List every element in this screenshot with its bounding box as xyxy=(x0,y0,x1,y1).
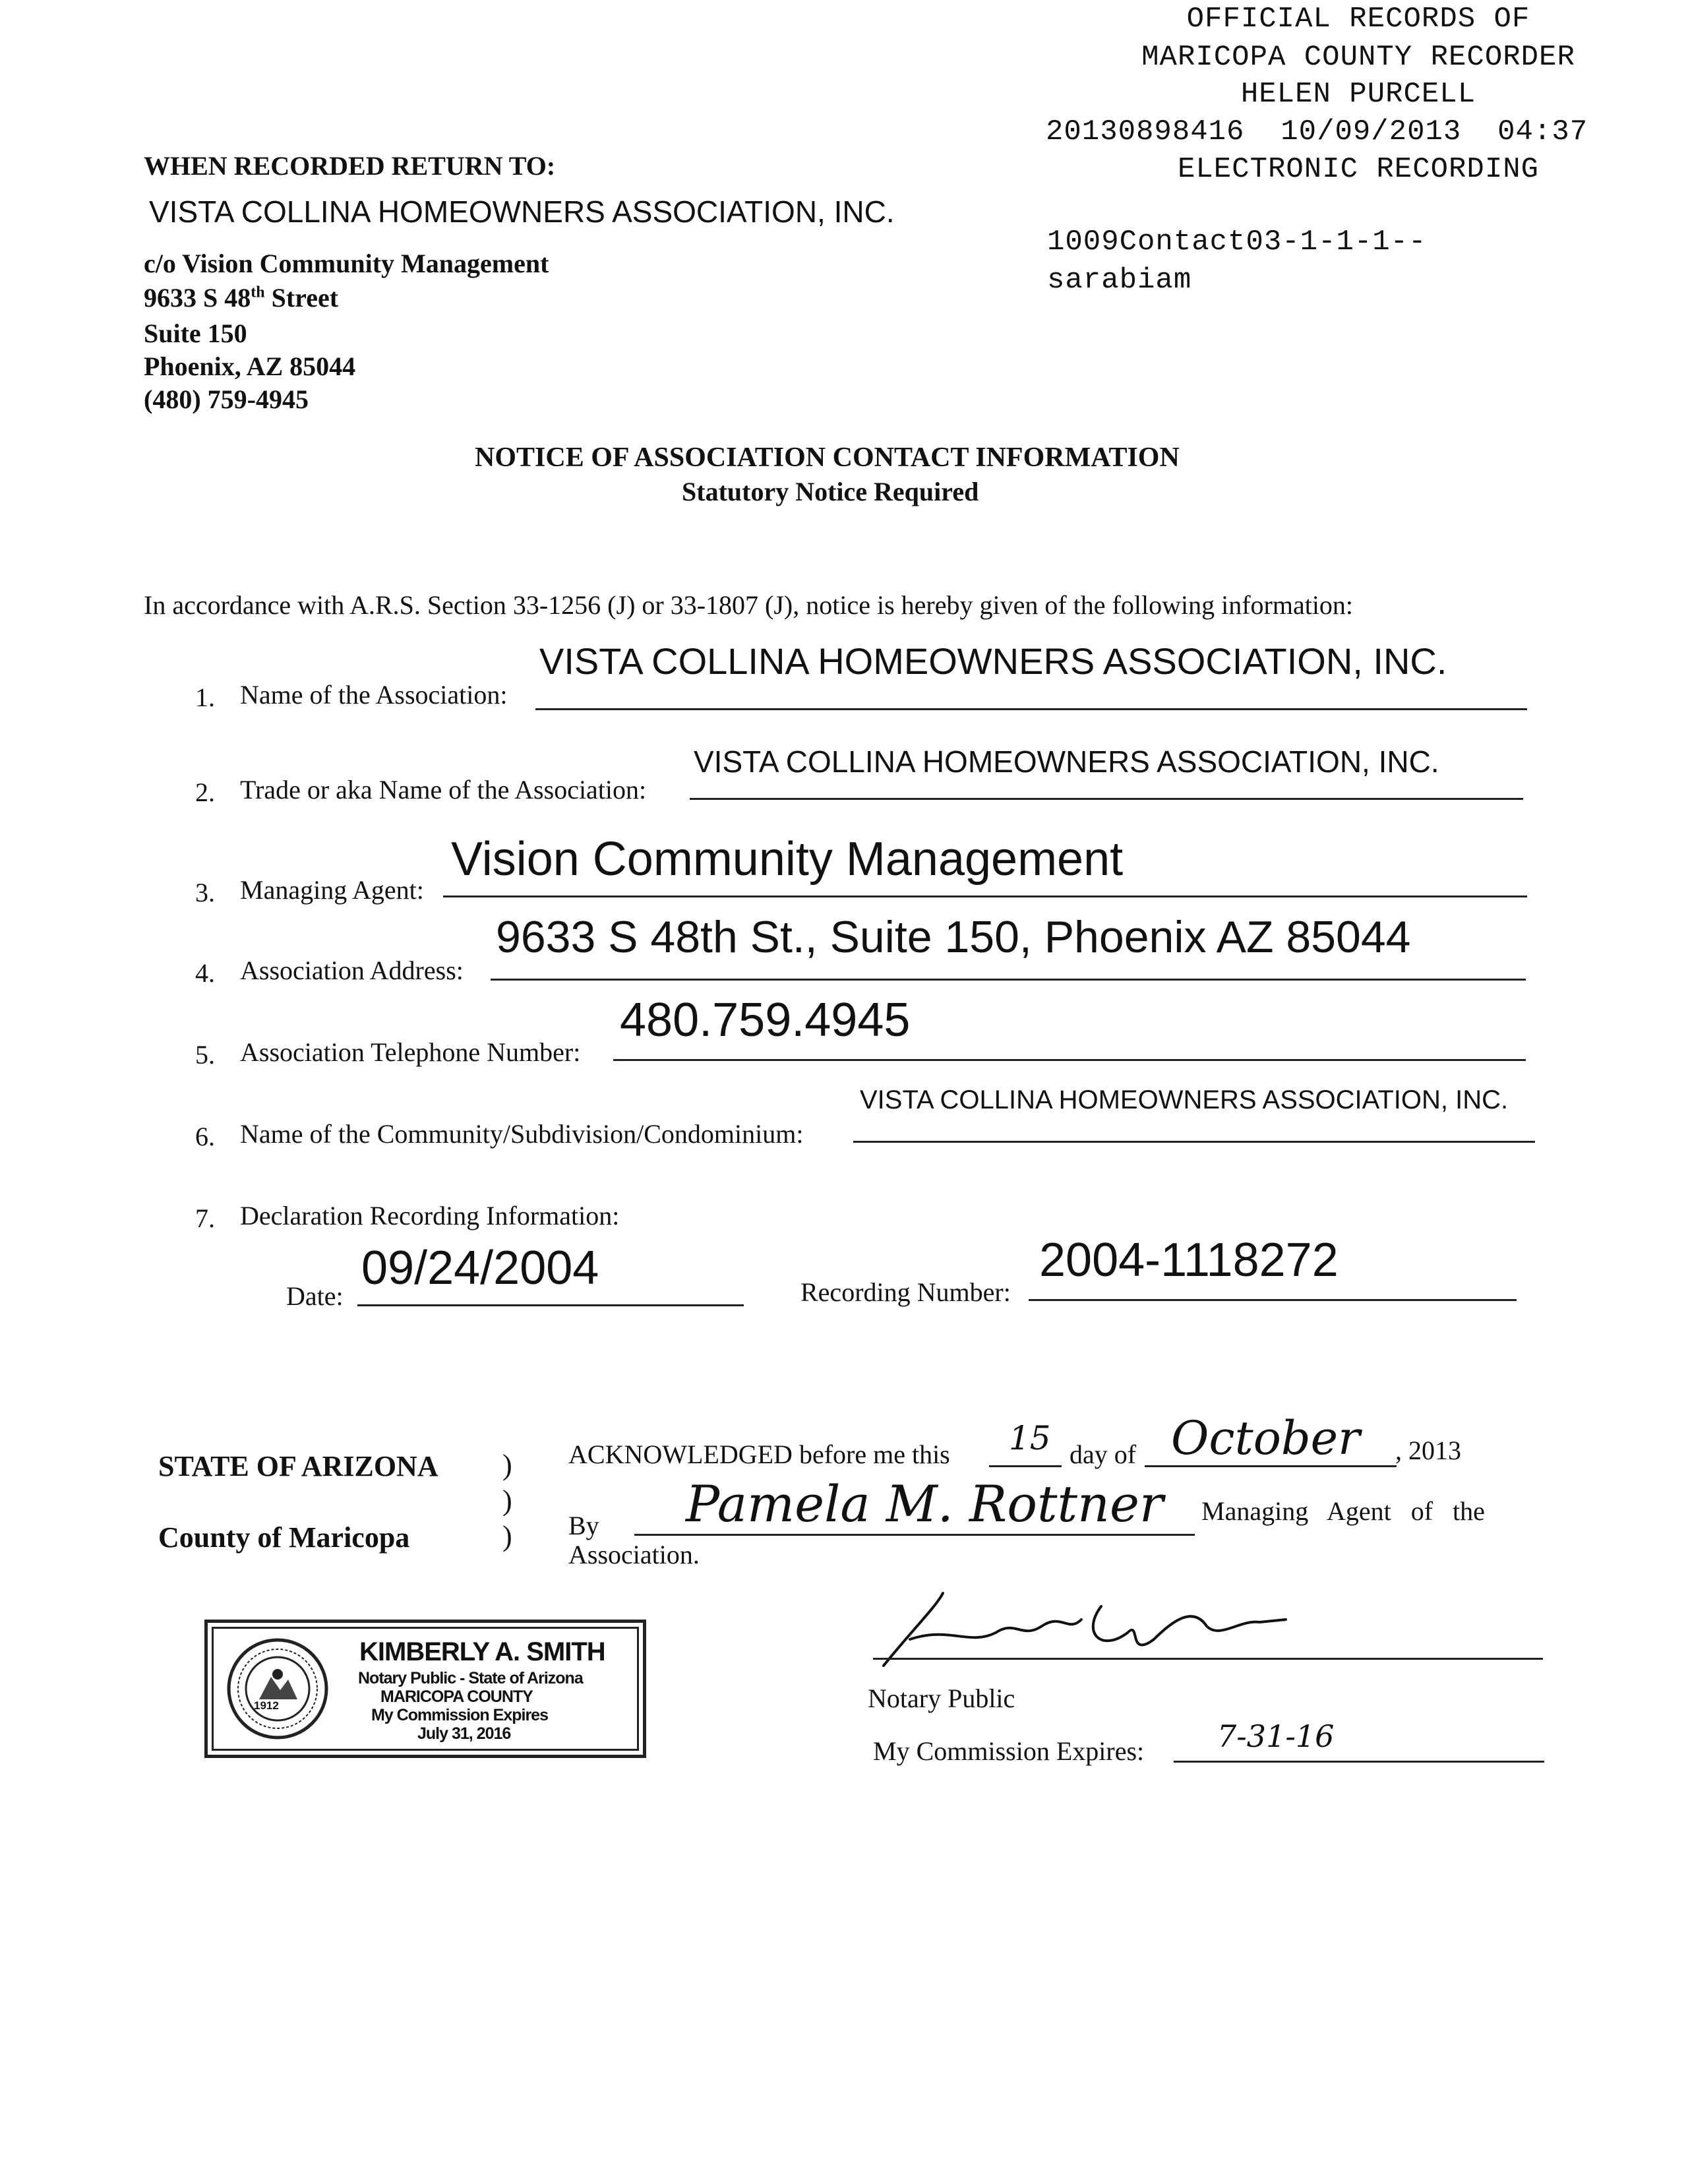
recording-number-label: Recording Number: xyxy=(800,1277,1011,1307)
item-3-number: 3. xyxy=(195,878,215,907)
signer-signature: Pamela M. Rottner xyxy=(686,1474,1164,1533)
month-value: October xyxy=(1171,1411,1360,1465)
telephone-value: 480.759.4945 xyxy=(620,994,911,1046)
item-1-number: 1. xyxy=(195,682,215,712)
item-2-line xyxy=(690,798,1523,800)
item-3-label: Managing Agent: xyxy=(240,875,424,905)
day-line xyxy=(989,1465,1062,1467)
date-line xyxy=(357,1304,744,1306)
association-name-value: VISTA COLLINA HOMEOWNERS ASSOCIATION, INC. xyxy=(539,640,1447,682)
recorder-line-1: OFFICIAL RECORDS OF xyxy=(1186,3,1530,36)
recorder-ref-1: 1009Contact03-1-1-1-- xyxy=(1047,226,1427,258)
return-to-suite: Suite 150 xyxy=(144,318,247,348)
item-5-number: 5. xyxy=(195,1040,215,1070)
managing-agent-value: Vision Community Management xyxy=(451,833,1124,886)
stamp-line-4: My Commission Expires xyxy=(371,1706,548,1724)
item-2-number: 2. xyxy=(195,777,215,807)
year-text: , 2013 xyxy=(1395,1436,1461,1465)
commission-expires-label: My Commission Expires: xyxy=(873,1736,1145,1766)
recording-number-line xyxy=(1029,1299,1517,1301)
recording-number-date: 20130898416 10/09/2013 04:37 xyxy=(1046,115,1588,148)
item-4-line xyxy=(491,979,1526,981)
item-7-label: Declaration Recording Information: xyxy=(240,1201,620,1230)
notary-signature-line xyxy=(873,1658,1543,1660)
item-4-label: Association Address: xyxy=(240,956,464,985)
return-to-co: c/o Vision Community Management xyxy=(144,249,549,278)
notary-public-label: Notary Public xyxy=(868,1684,1015,1713)
recorder-line-3: HELEN PURCELL xyxy=(1240,78,1476,111)
item-6-number: 6. xyxy=(195,1122,215,1151)
county-of-maricopa: County of Maricopa xyxy=(158,1521,410,1554)
item-2-label: Trade or aka Name of the Association: xyxy=(240,775,647,804)
seal-year: 1912 xyxy=(254,1699,279,1712)
commission-expires-value: 7-31-16 xyxy=(1217,1718,1335,1754)
notary-signature-icon xyxy=(864,1580,1312,1679)
notary-stamp xyxy=(204,1620,646,1758)
item-6-line xyxy=(853,1141,1535,1143)
notary-seal-icon xyxy=(225,1636,330,1742)
month-line xyxy=(1145,1465,1397,1467)
document-title: NOTICE OF ASSOCIATION CONTACT INFORMATION xyxy=(475,442,1180,473)
recorder-line-5: ELECTRONIC RECORDING xyxy=(1177,153,1540,186)
recording-number-value: 2004-1118272 xyxy=(1039,1234,1339,1287)
return-to-city: Phoenix, AZ 85044 xyxy=(144,351,356,381)
stamp-line-3: MARICOPA COUNTY xyxy=(380,1687,533,1706)
signer-line xyxy=(634,1534,1195,1536)
return-to-street: 9633 S 48th Street xyxy=(144,283,339,313)
state-of-arizona: STATE OF ARIZONA xyxy=(158,1450,438,1482)
stamp-name: KIMBERLY A. SMITH xyxy=(359,1637,605,1666)
notary-signature-text xyxy=(923,1596,935,1597)
recorder-line-2: MARICOPA COUNTY RECORDER xyxy=(1141,41,1575,74)
intro-text: In accordance with A.R.S. Section 33-1256 (J) or 33-1807 (J), notice is hereby given of the following information: xyxy=(144,590,1354,620)
item-4-number: 4. xyxy=(195,958,215,988)
return-to-heading: WHEN RECORDED RETURN TO: xyxy=(144,151,556,181)
managing-agent-text: Managing Agent of the xyxy=(1201,1496,1485,1526)
association-address-value: 9633 S 48th St., Suite 150, Phoenix AZ 85044 xyxy=(496,912,1411,962)
stamp-line-5: July 31, 2016 xyxy=(417,1724,511,1743)
item-5-line xyxy=(613,1059,1526,1061)
date-label: Date: xyxy=(286,1281,344,1311)
community-name-value: VISTA COLLINA HOMEOWNERS ASSOCIATION, INC. xyxy=(860,1085,1509,1114)
item-5-label: Association Telephone Number: xyxy=(240,1037,581,1067)
paren-1: ) xyxy=(502,1449,512,1481)
return-to-name: VISTA COLLINA HOMEOWNERS ASSOCIATION, INC. xyxy=(149,195,895,229)
trade-name-value: VISTA COLLINA HOMEOWNERS ASSOCIATION, INC. xyxy=(694,744,1439,779)
return-to-phone: (480) 759-4945 xyxy=(144,384,309,414)
paren-2: ) xyxy=(502,1484,512,1517)
document-subtitle: Statutory Notice Required xyxy=(682,477,979,506)
day-value: 15 xyxy=(1009,1419,1051,1457)
item-3-line xyxy=(443,895,1527,897)
ack-text: ACKNOWLEDGED before me this xyxy=(568,1440,950,1469)
by-text: By xyxy=(568,1511,599,1540)
association-text: Association. xyxy=(568,1540,700,1569)
day-of-text: day of xyxy=(1070,1440,1137,1469)
recorder-ref-2: sarabiam xyxy=(1047,264,1192,297)
item-7-number: 7. xyxy=(195,1203,215,1233)
stamp-line-2: Notary Public - State of Arizona xyxy=(358,1669,583,1687)
commission-expires-line xyxy=(1174,1761,1544,1763)
item-1-label: Name of the Association: xyxy=(240,680,508,710)
item-1-line xyxy=(535,708,1527,710)
declaration-date-value: 09/24/2004 xyxy=(361,1242,599,1294)
paren-3: ) xyxy=(502,1520,512,1552)
item-6-label: Name of the Community/Subdivision/Condominium: xyxy=(240,1119,804,1149)
